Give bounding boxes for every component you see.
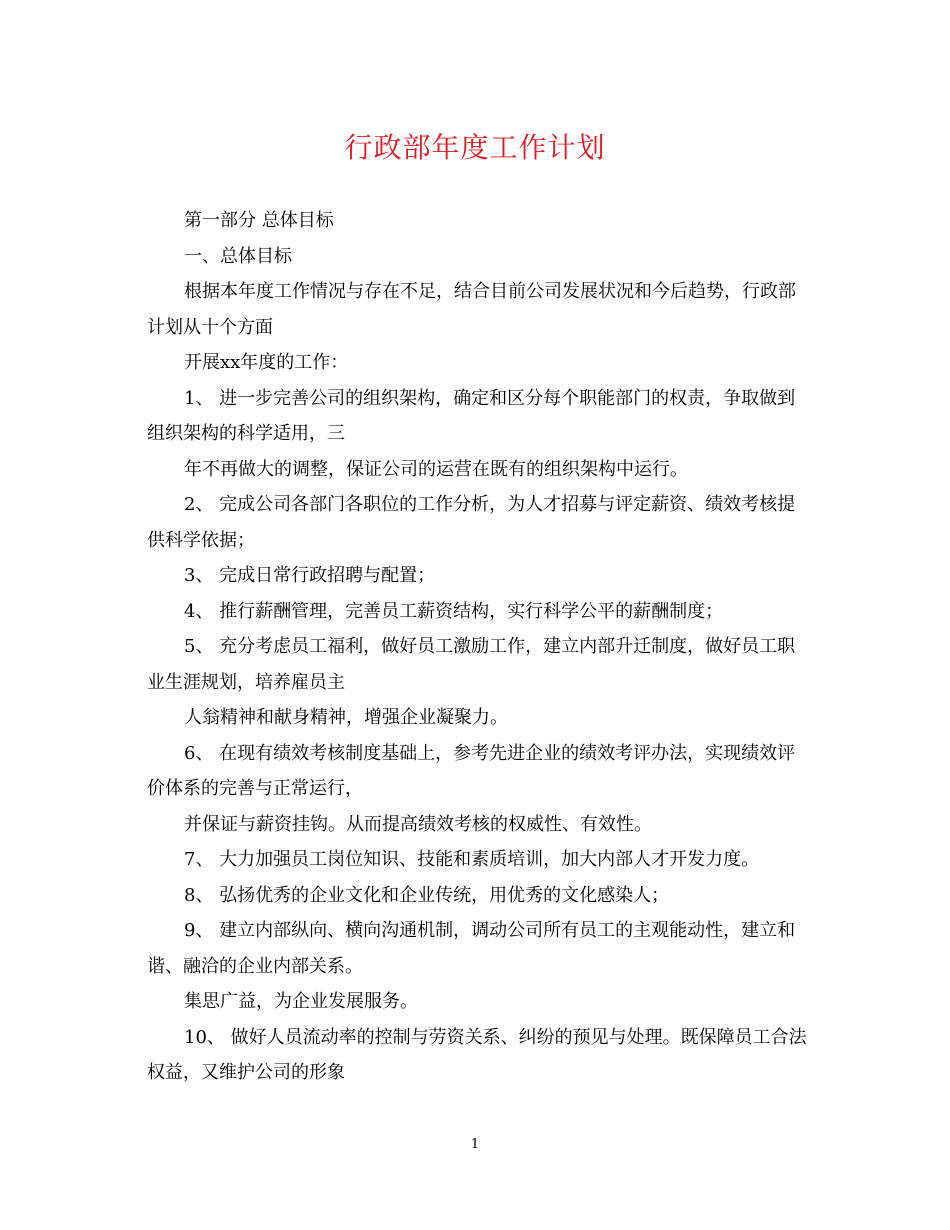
paragraph: 第一部分 总体目标	[184, 210, 334, 231]
document-title: 行政部年度工作计划	[344, 131, 606, 164]
paragraph: 开展xx年度的工作：	[184, 352, 349, 373]
paragraph: 8、 弘扬优秀的企业文化和企业传统，用优秀的文化感染人；	[184, 884, 670, 906]
page-number: 1	[470, 1137, 480, 1152]
paragraph: 4、 推行薪酬管理，完善员工薪资结构，实行科学公平的薪酬制度；	[184, 600, 724, 622]
paragraph: 1、 进一步完善公司的组织架构，确定和区分每个职能部门的权责，争取做到组织架构的科学适用，三	[147, 387, 796, 444]
paragraph: 7、 大力加强员工岗位知识、技能和素质培训，加大内部人才开发力度。	[184, 849, 760, 870]
paragraph: 9、 建立内部纵向、横向沟通机制，调动公司所有员工的主观能动性，建立和谐、融洽的企业内部关系。	[147, 920, 796, 977]
paragraph: 年不再做大的调整，保证公司的运营在既有的组织架构中运行。	[184, 458, 688, 480]
paragraph: 6、 在现有绩效考核制度基础上，参考先进企业的绩效考评办法，实现绩效评价体系的完善与正常运行，	[147, 742, 796, 799]
paragraph: 2、 完成公司各部门各职位的工作分析，为人才招募与评定薪资、绩效考核提供科学依据；	[147, 494, 796, 551]
paragraph: 5、 充分考虑员工福利，做好员工激励工作，建立内部升迁制度，做好员工职业生涯规划，培养雇员主	[147, 636, 796, 693]
paragraph: 一、总体目标	[184, 245, 292, 267]
document-body	[147, 203, 807, 1091]
paragraph: 10、 做好人员流动率的控制与劳资关系、纠纷的预见与处理。既保障员工合法权益，又维护公司的形象	[147, 1026, 807, 1083]
paragraph: 根据本年度工作情况与存在不足，结合目前公司发展状况和今后趋势，行政部计划从十个方面	[147, 281, 796, 338]
paragraph: 人翁精神和献身精神，增强企业凝聚力。	[184, 707, 508, 728]
paragraph: 3、 完成日常行政招聘与配置；	[184, 565, 436, 586]
paragraph: 集思广益，为企业发展服务。	[184, 991, 418, 1012]
paragraph: 并保证与薪资挂钩。从而提高绩效考核的权威性、有效性。	[184, 813, 652, 835]
